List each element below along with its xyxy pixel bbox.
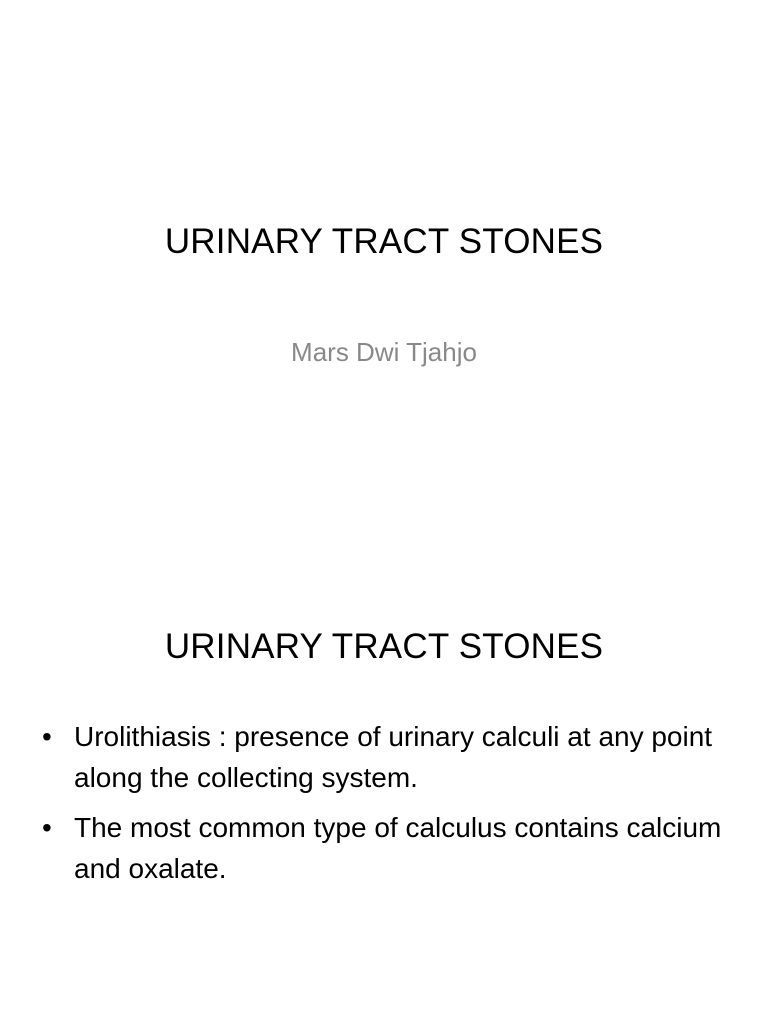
slide-author: Mars Dwi Tjahjo	[291, 337, 477, 367]
slide-content	[0, 512, 768, 1024]
list-item	[38, 807, 738, 889]
bullet-text: The most common type of calculus contains calcium and oxalate.	[74, 812, 722, 884]
slide-title-heading: URINARY TRACT STONES	[164, 222, 604, 261]
list-item	[38, 716, 738, 798]
slide-content-heading: URINARY TRACT STONES	[164, 627, 604, 666]
bullet-icon: •	[42, 812, 52, 843]
bullet-list	[38, 716, 738, 898]
bullet-text: Urolithiasis : presence of urinary calculi at any point along the collecting system.	[74, 721, 713, 793]
bullet-icon: •	[42, 721, 52, 752]
